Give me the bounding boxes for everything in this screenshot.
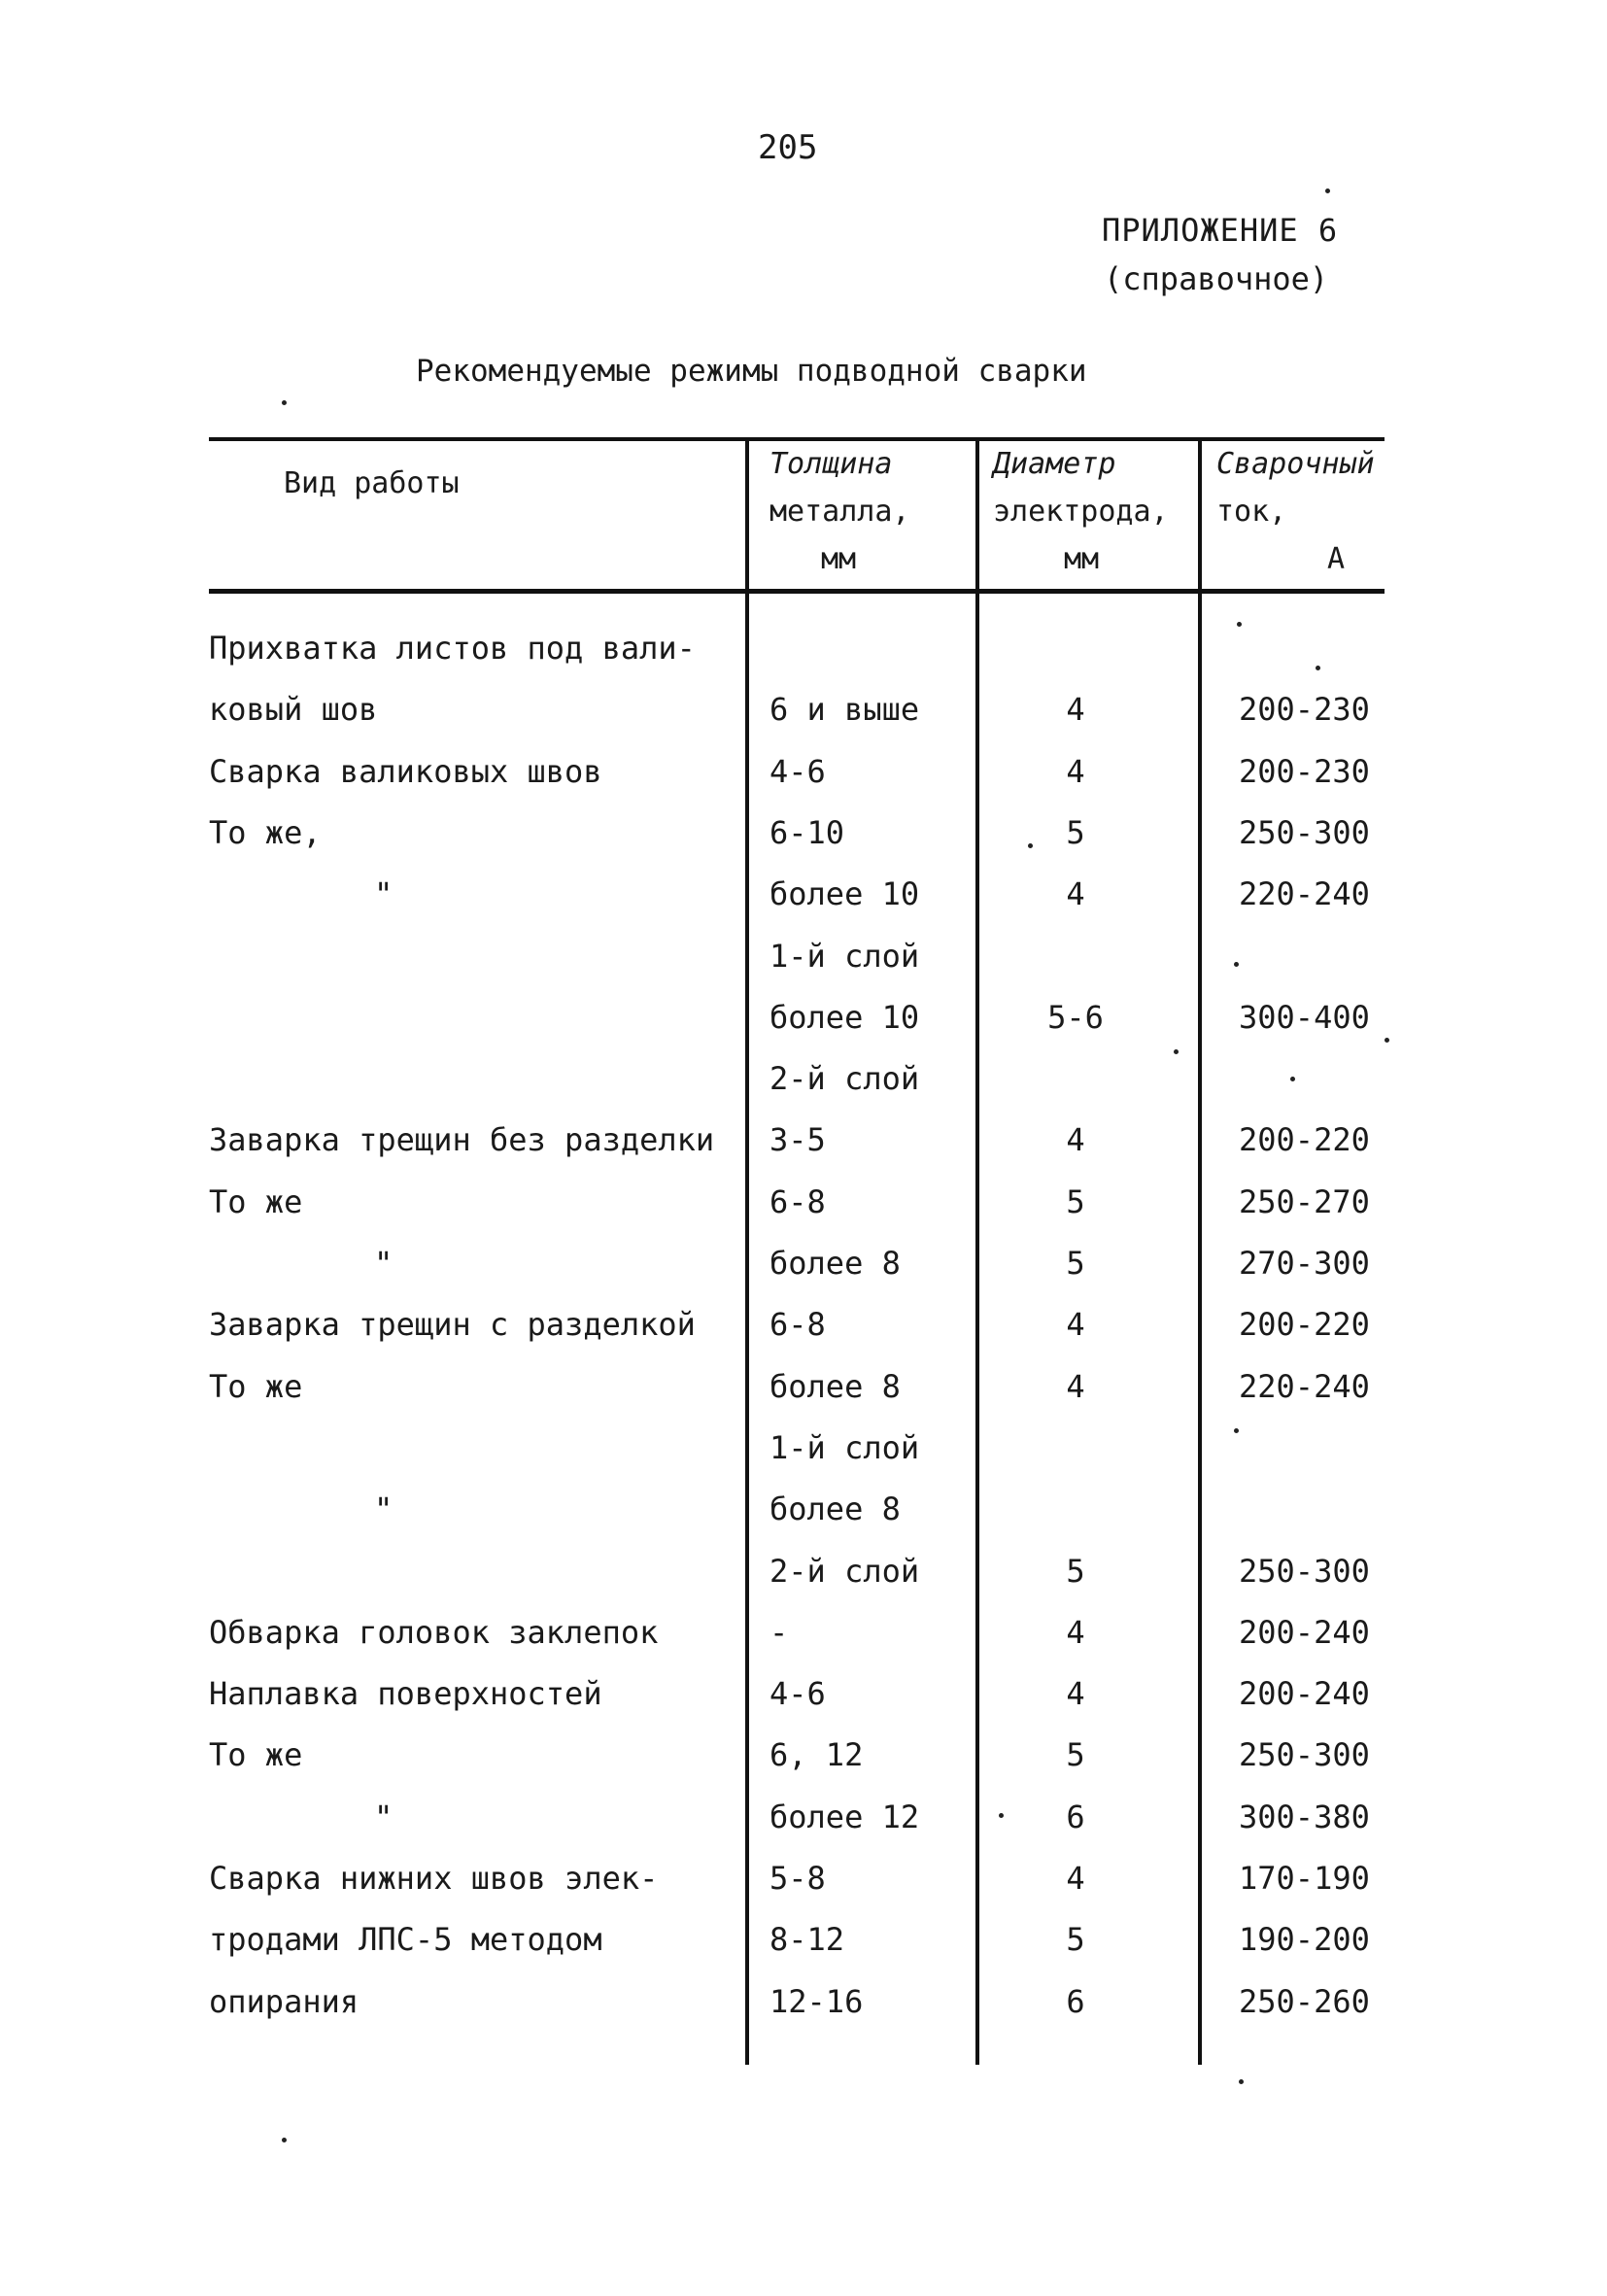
table-caption: Рекомендуемые режимы подводной сварки	[416, 354, 1087, 389]
appendix-title: ПРИЛОЖЕНИЕ 6	[1102, 212, 1339, 249]
cell-thickness: 4-6	[769, 1675, 826, 1712]
cell-thickness: 3-5	[769, 1121, 826, 1158]
column-divider	[975, 437, 979, 2065]
cell-thickness: 5-8	[769, 1860, 826, 1897]
header-diameter-line: Диаметр	[993, 447, 1116, 481]
header-current-line: А	[1327, 542, 1346, 576]
cell-thickness: более 10	[769, 999, 920, 1036]
cell-thickness: 1-й слой	[769, 938, 920, 975]
cell-work-type: То же,	[209, 814, 322, 851]
cell-work-type: ковый шов	[209, 691, 378, 728]
column-divider	[745, 437, 749, 2065]
page-number: 205	[758, 128, 818, 167]
cell-current: 170-190	[1239, 1860, 1370, 1897]
cell-thickness: более 8	[769, 1491, 901, 1527]
cell-thickness: 1-й слой	[769, 1429, 920, 1466]
cell-work-type: Сварка нижних швов элек-	[209, 1860, 659, 1897]
header-diameter-line: электрода,	[993, 495, 1169, 529]
cell-current: 220-240	[1239, 1368, 1370, 1405]
cell-work-type: Обварка головок заклепок	[209, 1614, 659, 1651]
cell-thickness: 12-16	[769, 1983, 864, 2020]
header-diameter-line: мм	[1064, 542, 1100, 576]
cell-thickness: более 8	[769, 1368, 901, 1405]
cell-thickness: 6-10	[769, 814, 845, 851]
cell-work-type: Сварка валиковых швов	[209, 753, 602, 790]
cell-current: 220-240	[1239, 875, 1370, 912]
cell-work-type: тродами ЛПС-5 методом	[209, 1921, 602, 1958]
cell-current: 250-300	[1239, 814, 1370, 851]
cell-thickness: 6-8	[769, 1183, 826, 1220]
cell-work-type: Прихватка листов под вали-	[209, 630, 696, 667]
cell-work-type: Заварка трещин без разделки	[209, 1121, 715, 1158]
cell-thickness: 4-6	[769, 753, 826, 790]
cell-thickness: более 8	[769, 1245, 901, 1282]
header-thickness-line: металла,	[769, 495, 910, 529]
column-divider	[1198, 437, 1202, 2065]
cell-current: 250-300	[1239, 1553, 1370, 1590]
header-thickness-line: мм	[821, 542, 857, 576]
header-current-line: Сварочный	[1216, 447, 1375, 481]
cell-work-type: То же	[209, 1183, 303, 1220]
cell-current: 200-240	[1239, 1614, 1370, 1651]
cell-current: 200-240	[1239, 1675, 1370, 1712]
cell-thickness: более 10	[769, 875, 920, 912]
cell-current: 250-260	[1239, 1983, 1370, 2020]
cell-current: 200-230	[1239, 691, 1370, 728]
cell-current: 250-270	[1239, 1183, 1370, 1220]
cell-current: 300-400	[1239, 999, 1370, 1036]
cell-thickness: 6-8	[769, 1306, 826, 1343]
cell-thickness: 2-й слой	[769, 1060, 920, 1097]
cell-thickness: 8-12	[769, 1921, 845, 1958]
cell-work-type: "	[374, 1491, 393, 1527]
cell-work-type: То же	[209, 1736, 303, 1773]
cell-current: 250-300	[1239, 1736, 1370, 1773]
cell-work-type: Наплавка поверхностей	[209, 1675, 602, 1712]
cell-work-type: "	[374, 875, 393, 912]
cell-work-type: "	[374, 1245, 393, 1282]
cell-thickness: 2-й слой	[769, 1553, 920, 1590]
table-header-rule	[209, 589, 1385, 594]
cell-work-type: То же	[209, 1368, 303, 1405]
cell-work-type: опирания	[209, 1983, 359, 2020]
header-thickness-line: Толщина	[769, 447, 893, 481]
cell-current: 200-220	[1239, 1121, 1370, 1158]
appendix-subtitle: (справочное)	[1104, 260, 1329, 297]
cell-thickness: 6 и выше	[769, 691, 920, 728]
cell-current: 200-220	[1239, 1306, 1370, 1343]
cell-current: 190-200	[1239, 1921, 1370, 1958]
cell-thickness: 6, 12	[769, 1736, 864, 1773]
header-work-type: Вид работы	[284, 466, 460, 500]
cell-thickness: более 12	[769, 1799, 920, 1835]
cell-thickness: -	[769, 1614, 789, 1651]
cell-work-type: Заварка трещин с разделкой	[209, 1306, 696, 1343]
header-current-line: ток,	[1216, 495, 1287, 529]
cell-current: 300-380	[1239, 1799, 1370, 1835]
cell-work-type: "	[374, 1799, 393, 1835]
cell-current: 200-230	[1239, 753, 1370, 790]
cell-current: 270-300	[1239, 1245, 1370, 1282]
